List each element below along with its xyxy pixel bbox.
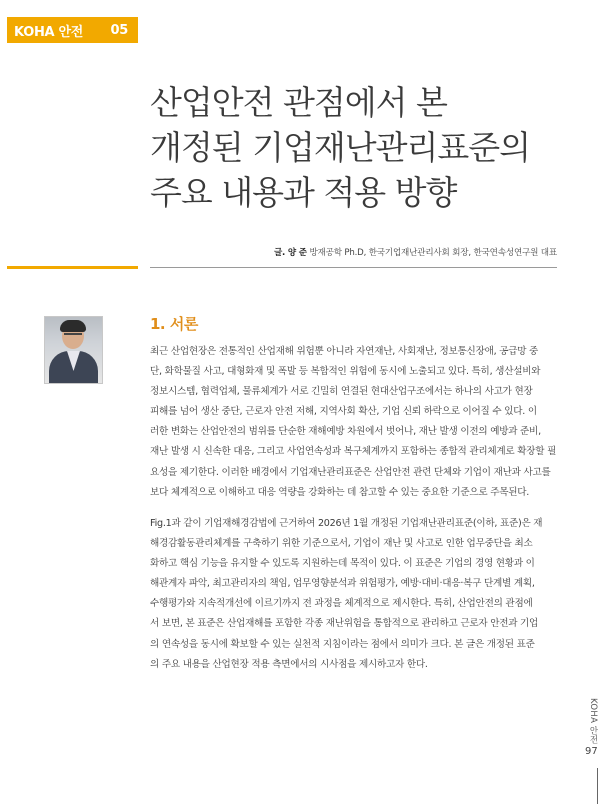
text-line: 단, 화학물질 사고, 대형화재 및 폭발 등 복합적인 위험에 동시에 노출되고 있다. 특히, 생산설비와	[150, 366, 541, 378]
page-number: 97	[585, 746, 598, 757]
text-line: 서 보면, 본 표준은 산업재해를 포함한 각종 재난위험을 통합적으로 관리하고 근로자 안전과 기업	[150, 618, 539, 630]
author-byline	[274, 246, 557, 258]
section-tag	[7, 17, 138, 43]
title-line: 주요 내용과 적용 방향	[150, 173, 457, 212]
title-divider	[150, 267, 557, 268]
author-name: 글. 양 준	[273, 248, 307, 258]
title-line: 산업안전 관점에서 본	[150, 83, 447, 122]
text-line: 해관계자 파악, 최고관리자의 책임, 업무영향분석과 위험평가, 예방·대비·대응·복구 단계별 계획,	[150, 578, 535, 590]
author-photo-glasses	[64, 333, 82, 339]
running-footer-label: KOHA 안전	[588, 698, 598, 744]
text-line: 수행평가와 지속적개선에 이르기까지 전 과정을 체계적으로 제시한다. 특히, 산업안전의 관점에	[150, 598, 533, 610]
text-line: 의 주요 내용을 산업현장 적용 측면에서의 시사점을 제시하고자 한다.	[150, 658, 428, 670]
paragraph-standard	[150, 514, 562, 675]
author-photo-hair	[60, 320, 86, 332]
accent-rule	[7, 266, 138, 269]
author-photo	[44, 316, 103, 384]
text-line: 의 연속성을 동시에 확보할 수 있는 실천적 지침이라는 점에서 의미가 크다. 본 글은 개정된 표준	[150, 638, 535, 650]
title-line: 개정된 기업재난관리표준의	[150, 128, 531, 167]
text-line: 재난 발생 시 신속한 대응, 그리고 사업연속성과 복구체계까지 포함하는 종합적 관리체계로 확장할 필	[150, 446, 557, 458]
text-line: 화하고 핵심 기능을 유지할 수 있도록 지원하는데 목적이 있다. 이 표준은 기업의 경영 현황과 이	[150, 558, 535, 570]
text-line: 요성을 제기한다. 이러한 배경에서 기업재난관리표준은 산업안전 관련 단체와 기업이 재난과 사고를	[150, 466, 551, 478]
text-line: 해경감활동관리체계를 구축하기 위한 기준으로서, 기업이 재난 및 사고로 인한 업무중단을 최소	[150, 538, 533, 550]
footer-rule	[597, 768, 598, 804]
text-line: Fig.1과 같이 기업재해경감법에 근거하여 2026년 1월 개정된 기업재난관리표준(이하, 표준)은 재	[150, 518, 543, 529]
author-credentials: 방재공학 Ph.D, 한국기업재난관리사회 회장, 한국연속성연구원 대표	[306, 248, 557, 258]
section-heading: 1. 서론	[150, 315, 198, 333]
section-tag-number: 05	[110, 22, 128, 38]
text-line: 보다 체계적으로 이해하고 대응 역량을 강화하는 데 참고할 수 있는 중요한 기준으로 주목된다.	[150, 486, 530, 498]
text-line: 최근 산업현장은 전통적인 산업재해 위험뿐 아니라 자연재난, 사회재난, 정보통신장애, 공급망 중	[150, 346, 539, 357]
article-title	[150, 80, 590, 215]
text-line: 러한 변화는 산업안전의 범위를 단순한 재해예방 차원에서 벗어나, 재난 발생 이전의 예방과 준비,	[150, 426, 541, 438]
paragraph-intro	[150, 342, 562, 503]
section-tag-label: KOHA 안전	[14, 24, 84, 40]
text-line: 정보시스템, 협력업체, 물류체계가 서로 긴밀히 연결된 현대산업구조에서는 하나의 사고가 현장	[150, 386, 533, 398]
text-line: 피해를 넘어 생산 중단, 근로자 안전 저해, 지역사회 확산, 기업 신뢰 하락으로 이어질 수 있다. 이	[150, 406, 537, 418]
